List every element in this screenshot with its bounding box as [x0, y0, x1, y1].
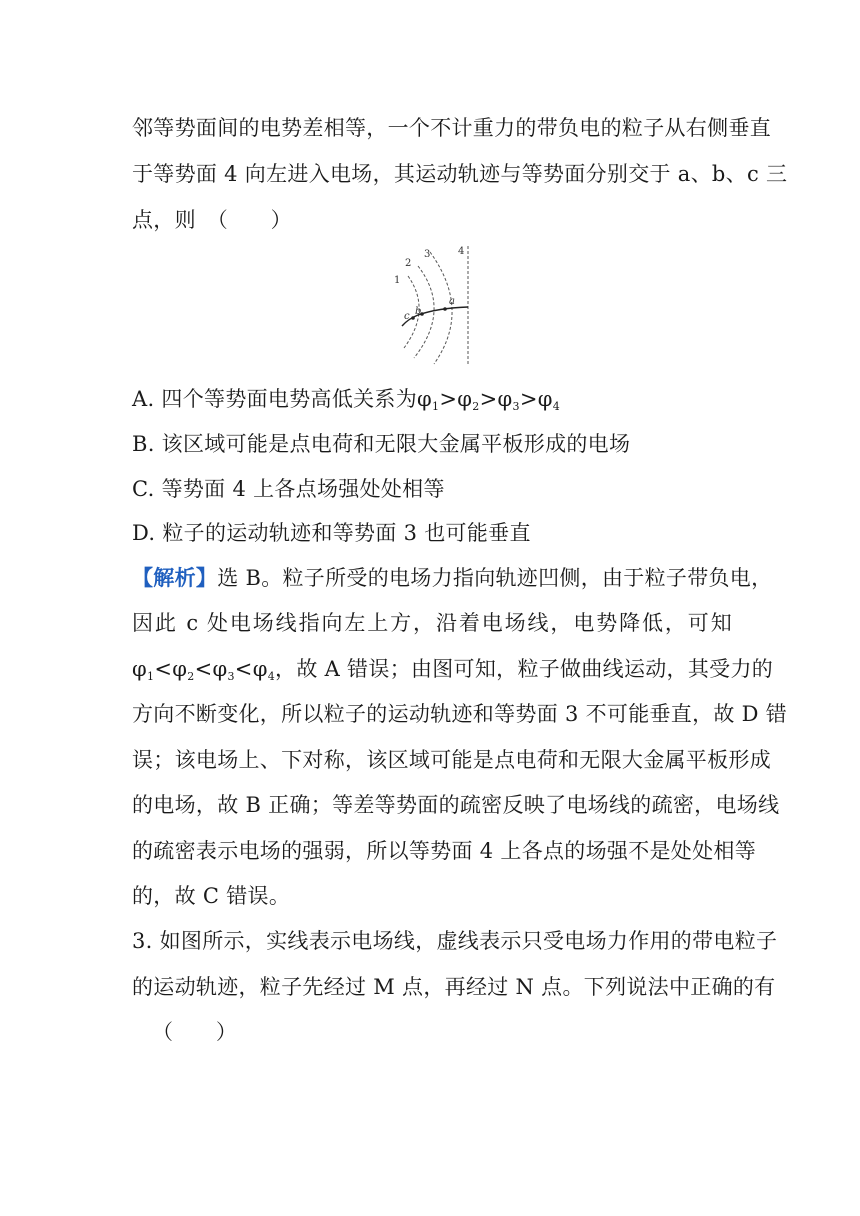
point-a — [443, 307, 447, 311]
option-d: D. 粒子的运动轨迹和等势面 3 也可能垂直 — [132, 521, 531, 545]
particle-trajectory — [402, 307, 468, 326]
surface-label-2: 2 — [405, 258, 412, 269]
question3-line-3: （ ） — [152, 1020, 238, 1044]
point-label-c: c — [404, 311, 410, 322]
phi-sub-1: 1 — [432, 400, 440, 413]
analysis-line-8: 的，故 C 错误。 — [132, 884, 291, 908]
surface-label-4: 4 — [458, 246, 465, 257]
surface-label-3: 3 — [424, 249, 431, 260]
point-label-a: a — [449, 296, 455, 307]
phi-sub-4: 4 — [552, 400, 561, 413]
op-2: > — [479, 387, 498, 411]
option-b: B. 该区域可能是点电荷和无限大金属平板形成的电场 — [132, 432, 631, 456]
analysis-line-2: 因此 c 处电场线指向左上方，沿着电场线，电势降低，可知 — [132, 611, 732, 635]
analysis-line-1: 【解析】选 B。粒子所受的电场力指向轨迹凹侧，由于粒子带负电， — [132, 565, 773, 590]
analysis-line-6: 的电场，故 B 正确；等差等势面的疏密反映了电场线的疏密，电场线 — [132, 793, 780, 817]
question-text-line-3: 点，则 （ ） — [132, 208, 292, 232]
phi-2: φ — [457, 387, 473, 411]
phi-sub-3: 3 — [512, 400, 520, 413]
analysis-line-4: 方向不断变化，所以粒子的运动轨迹和等势面 3 不可能垂直，故 D 错 — [132, 702, 788, 726]
phi-4: φ — [537, 387, 553, 411]
option-a-prefix: A. 四个等势面电势高低关系为 — [132, 387, 418, 411]
analysis-tag: 【解析】 — [132, 565, 218, 590]
question-text-line-2: 于等势面 4 向左进入电场，其运动轨迹与等势面分别交于 a、b、c 三 — [132, 162, 788, 186]
phi-1: φ — [417, 387, 433, 411]
equipotential-figure — [386, 238, 476, 368]
op-1: > — [439, 387, 458, 411]
phi-3: φ — [497, 387, 513, 411]
phi-sub-2: 2 — [472, 400, 480, 413]
point-label-b: b — [415, 306, 422, 317]
op-3: > — [519, 387, 538, 411]
question-text-line-1: 邻等势面间的电势差相等，一个不计重力的带负电的粒子从右侧垂直 — [132, 116, 771, 140]
analysis-line-5: 误；该电场上、下对称，该区域可能是点电荷和无限大金属平板形成 — [132, 748, 771, 772]
analysis-line-3: $\varphi_1<\varphi_2<\varphi_3<\varphi_4$，故 A 错误；由图可知，粒子做曲线运动，其受力的 — [132, 657, 774, 683]
question3-line-1: 3. 如图所示，实线表示电场线，虚线表示只受电场力作用的带电粒子 — [132, 929, 778, 953]
option-c: C. 等势面 4 上各点场强处处相等 — [132, 477, 445, 501]
surface-label-1: 1 — [394, 275, 401, 286]
option-a — [132, 384, 732, 414]
analysis-line-7: 的疏密表示电场的强弱，所以等势面 4 上各点的场强不是处处相等 — [132, 839, 757, 863]
question3-line-2: 的运动轨迹，粒子先经过 M 点，再经过 N 点。下列说法中正确的有 — [132, 975, 776, 999]
